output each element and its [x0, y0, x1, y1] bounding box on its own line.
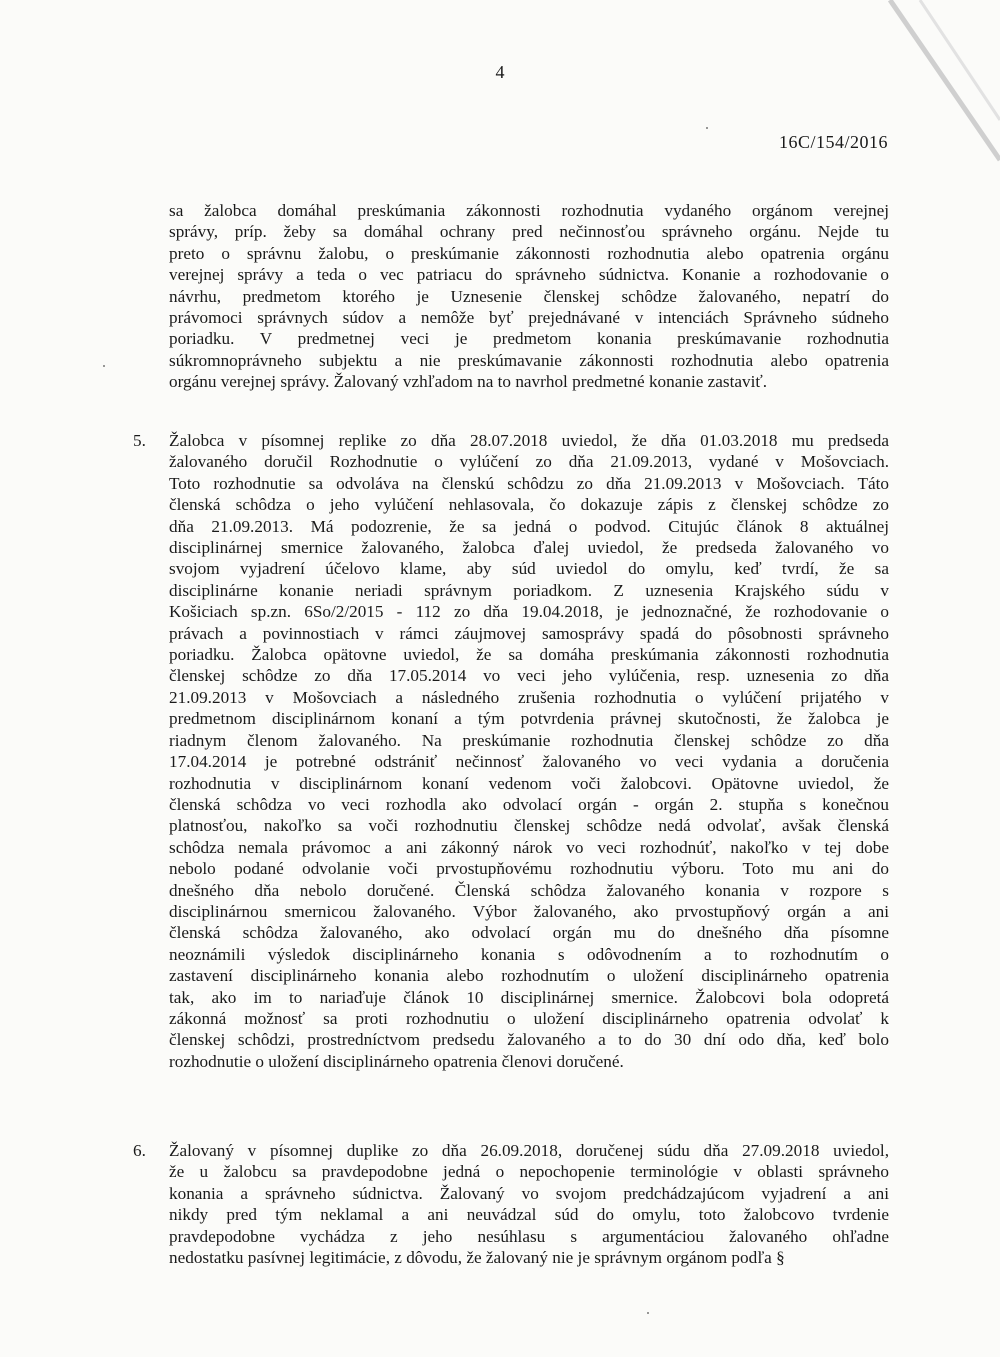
- text-line: členská schôdza žalovaného, ako odvolací orgán mu do dnešného dňa písomne: [169, 923, 889, 943]
- text-line: právach a povinnostiach v rámci záujmovej samosprávy spadá do pôsobnosti správneho: [169, 623, 889, 643]
- text-line: verejnej správy a teda o vec patriacu do správneho súdnictva. Konanie a rozhodovanie o: [169, 265, 889, 285]
- text-line: orgánu verejnej správy. Žalovaný vzhľadom na to navrhol predmetné konanie zastaviť.: [169, 372, 768, 392]
- text-line: správy, príp. žeby sa domáhal ochrany pred nečinnosťou správneho orgánu. Nejde tu: [169, 222, 889, 242]
- text-line: Žalovaný v písomnej duplike zo dňa 26.09.2018, doručenej súdu dňa 27.09.2018 uviedol,: [169, 1141, 889, 1160]
- text-line: poriadku. Žalobca opätovne uviedol, že sa domáha preskúmania zákonnosti rozhodnutia: [169, 645, 889, 665]
- text-line: súkromnoprávneho subjektu a nie preskúmavanie zákonnosti rozhodnutia alebo opatrenia: [169, 350, 889, 370]
- page-number: 4: [495, 62, 505, 82]
- text-line: Žalobca v písomnej replike zo dňa 28.07.2018 uviedol, že dňa 01.03.2018 mu predseda: [169, 431, 889, 450]
- text-line: riadnym členom žalovaného. Na preskúmanie rozhodnutia členskej schôdze zo dňa: [169, 730, 889, 750]
- scan-speck: [706, 127, 708, 129]
- text-line: nebolo podané odvolanie voči prvostupňovému rozhodnutiu výboru. Toto mu ani do: [169, 859, 889, 879]
- text-line: poriadku. V predmetnej veci je predmetom konania preskúmavanie rozhodnutia: [169, 329, 889, 349]
- text-line: konania a správneho súdnictva. Žalovaný vo svojom predchádzajúcom vyjadrení a ani: [169, 1183, 889, 1203]
- text-line: predmetnom disciplinárnom konaní a tým potvrdenia právnej skutočnosti, že žalobca je: [169, 709, 889, 729]
- text-line: nikdy pred tým neklamal a ani neuvádzal súd do omylu, toto žalobcovo tvrdenie: [169, 1205, 889, 1225]
- text-line: žalovaného doručil Rozhodnutie o vylúčení zo dňa 21.09.2013, vydané v Mošovciach.: [169, 452, 889, 472]
- text-line: disciplinárnej smernice žalovaného, žalobca ďalej uviedol, že predseda žalovaného vo: [169, 538, 889, 558]
- scan-edge-mark: [880, 0, 1000, 170]
- text-line: sa žalobca domáhal preskúmania zákonnosti rozhodnutia vydaného orgánom verejnej: [169, 201, 889, 220]
- text-line: návrhu, predmetom ktorého je Uznesenie členskej schôdze žalovaného, nepatrí do: [169, 286, 889, 306]
- paragraph-5: [133, 430, 889, 1072]
- scan-speck: [103, 365, 105, 367]
- text-line: rozhodnutie o uložení disciplinárneho opatrenia členovi doručené.: [169, 1051, 624, 1071]
- text-line: Košiciach sp.zn. 6So/2/2015 - 112 zo dňa 19.04.2018, je jednoznačné, že rozhodovanie o: [169, 602, 889, 622]
- text-line: disciplinárne konanie neriadi správnym poriadkom. Z uznesenia Krajského súdu v: [169, 580, 889, 600]
- text-line: právomoci správnych súdov a nemôže byť prejednávané v intenciách Správneho súdneho: [169, 308, 889, 328]
- case-number: 16C/154/2016: [778, 132, 888, 152]
- text-line: platnosťou, nakoľko sa voči rozhodnutiu členskej schôdze nedá odvolať, avšak členská: [169, 816, 889, 836]
- text-line: 21.09.2013 v Mošovciach a následného zrušenia rozhodnutia o vylúčení prijatého v: [169, 687, 889, 707]
- text-line: preto o správnu žalobu, o preskúmanie zákonnosti rozhodnutia alebo opatrenia orgánu: [169, 243, 889, 263]
- text-line: pravdepodobne vychádza z jeho nesúhlasu s argumentáciou žalovaného ohľadne: [169, 1226, 889, 1246]
- text-line: 17.04.2014 je potrebné odstrániť nečinnosť žalovaného vo veci vydania a doručenia: [169, 752, 889, 772]
- text-line: dňa 21.09.2013. Má podozrenie, že sa jedná o podvod. Citujúc článok 8 aktuálnej: [169, 516, 889, 536]
- text-line: disciplinárnou smernicou žalovaného. Výbor žalovaného, ako prvostupňový orgán a ani: [169, 901, 889, 921]
- text-line: zákonná možnosť sa proti rozhodnutiu o uložení disciplinárneho opatrenia odvolať k: [169, 1008, 889, 1028]
- text-line: Toto rozhodnutie sa odvoláva na členskú schôdzu zo dňa 21.09.2013 v Mošovciach. Táto: [169, 473, 889, 493]
- text-line: členskej schôdze zo dňa 17.05.2014 vo veci jeho vylúčenia, resp. uznesenia zo dňa: [169, 666, 889, 686]
- text-line: dnešného dňa nebolo doručené. Členská schôdza žalovaného konania v rozpore s: [169, 880, 889, 900]
- scan-speck: [647, 1312, 649, 1314]
- text-line: neoznámili výsledok disciplinárneho konania s odôvodnením a to rozhodnutím o: [169, 944, 889, 964]
- paragraph-number: 6.: [133, 1141, 146, 1160]
- text-line: schôdza nemala právomoc a ani zákonný nárok vo veci rozhodnúť, nakoľko v tej dobe: [169, 837, 889, 857]
- text-line: tak, ako im to nariaďuje článok 10 disciplinárnej smernice. Žalobcovi bola odopretá: [169, 987, 889, 1007]
- text-line: rozhodnutia v disciplinárnom konaní vedenom voči žalobcovi. Opätovne uviedol, že: [169, 773, 889, 793]
- text-line: členská schôdza o jeho vylúčení nehlasovala, čo dokazuje zápis z členskej schôdze zo: [169, 495, 889, 515]
- paragraph-6: [133, 1140, 889, 1268]
- text-line: svojom vyjadrení účelovo klame, aby súd uviedol do omylu, keď tvrdí, že sa: [169, 559, 889, 579]
- text-line: že u žalobcu sa pravdepodobne jedná o nepochopenie terminológie v oblasti správneho: [169, 1162, 889, 1182]
- paragraph-number: 5.: [133, 431, 146, 450]
- text-line: zastavení disciplinárneho konania alebo rozhodnutím o uložení disciplinárneho opatrenia: [169, 966, 889, 986]
- text-line: členská schôdza vo veci rozhodla ako odvolací orgán - orgán 2. stupňa s konečnou: [169, 794, 889, 814]
- paragraph-continuation: [169, 200, 889, 393]
- text-line: nedostatku pasívnej legitimácie, z dôvodu, že žalovaný nie je správnym orgánom podľa §: [169, 1248, 785, 1268]
- text-line: členskej schôdzi, prostredníctvom predsedu žalovaného a to do 30 dní odo dňa, keď bolo: [169, 1030, 889, 1050]
